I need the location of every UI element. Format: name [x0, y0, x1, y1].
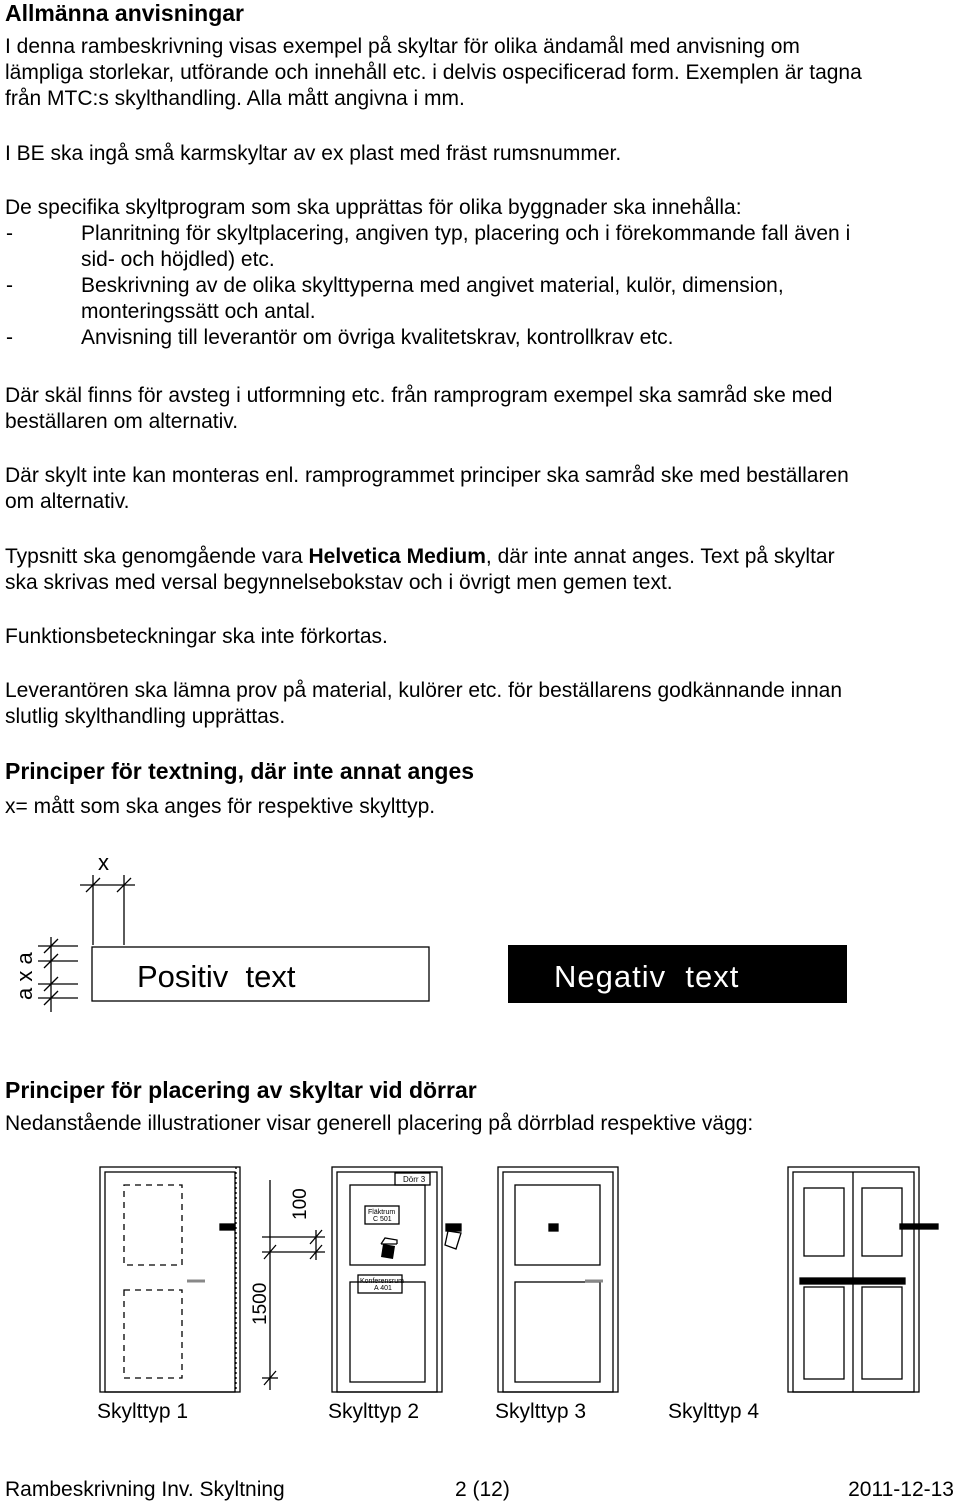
page-heading: Allmänna anvisningar — [5, 0, 245, 26]
placement-desc: Nedanstående illustrationer visar generell placering på dörrblad respektive vägg: — [5, 1112, 754, 1135]
type-label-1: Skylttyp 1 — [97, 1400, 189, 1423]
bullet-dash: - — [6, 222, 13, 245]
bullet-dash: - — [6, 274, 13, 297]
negative-sign-text: Negativ text — [554, 959, 740, 994]
door-diagram — [0, 1160, 960, 1400]
sign-dorr-text: Dörr 3 — [403, 1175, 426, 1184]
bullet-line: Anvisning till leverantör om övriga kvalitetskrav, kontrollkrav etc. — [81, 326, 674, 349]
sign-flaktrum-code: C 501 — [373, 1216, 392, 1223]
type-label-2: Skylttyp 2 — [328, 1400, 420, 1423]
intro-line: I denna rambeskrivning visas exempel på skyltar för olika ändamål med anvisning om — [5, 35, 800, 58]
door-3 — [498, 1167, 618, 1392]
program-bullet — [5, 273, 955, 325]
typeface-paragraph — [5, 544, 835, 596]
program-bullet — [5, 221, 955, 273]
intro-line: från MTC:s skylthandling. Alla mått angivna i mm. — [5, 87, 465, 110]
type-label-4: Skylttyp 4 — [668, 1400, 760, 1423]
footer-title: Rambeskrivning Inv. Skyltning — [5, 1478, 285, 1501]
footer-date: 2011-12-13 — [848, 1478, 954, 1501]
typeface-pre: Typsnitt ska genomgående vara — [5, 545, 309, 568]
lettering-diagram — [0, 840, 960, 1030]
sign-konf-text: Konferensrum — [360, 1278, 404, 1285]
deviation-paragraph — [5, 383, 833, 435]
footer-page: 2 (12) — [455, 1478, 510, 1501]
deviation-line: beställaren om alternativ. — [5, 410, 239, 433]
typeface-line: ska skrivas med versal begynnelsebokstav och i övrigt men gemen text. — [5, 571, 673, 594]
program-lead: De specifika skyltprogram som ska upprättas för olika byggnader ska innehålla: — [5, 196, 742, 219]
bullet-line: Beskrivning av de olika skylttyperna med angivet material, kulör, dimension, — [81, 274, 784, 297]
intro-paragraph — [5, 34, 862, 112]
bullet-line: Planritning för skyltplacering, angiven typ, placering och i förekommande fall även i — [81, 222, 851, 245]
deviation-line: Där skäl finns för avsteg i utformning etc. från ramprogram exempel ska samråd ske med — [5, 384, 833, 407]
bullet-dash: - — [6, 326, 13, 349]
lettering-desc: x= mått som ska anges för respektive skylttyp. — [5, 795, 436, 818]
dim-100-label: 100 — [290, 1188, 311, 1220]
positive-sign-text: Positiv text — [137, 959, 296, 994]
typeface-line — [5, 544, 835, 570]
program-bullet — [5, 325, 955, 351]
sign-konf-code: A 401 — [374, 1285, 392, 1292]
bullet-line: monteringssätt och antal. — [81, 300, 316, 323]
dim-x-label: x — [98, 850, 109, 875]
mount-paragraph — [5, 463, 849, 515]
proof-paragraph — [5, 678, 842, 730]
bullet-line: sid- och höjdled) etc. — [81, 248, 275, 271]
program-section — [5, 195, 955, 351]
dim-1500-label: 1500 — [250, 1282, 271, 1325]
intro-line: lämpliga storlekar, utförande och innehåll etc. i delvis ospecificerad form. Exemplen är tagna — [5, 61, 862, 84]
lettering-heading: Principer för textning, där inte annat anges — [5, 758, 475, 784]
mount-line: Där skylt inte kan monteras enl. ramprogrammet principer ska samråd ske med beställaren — [5, 464, 849, 487]
proof-line: Leverantören ska lämna prov på material, kulörer etc. för beställarens godkännande innan — [5, 679, 842, 702]
sign-flaktrum-text: Fläktrum — [368, 1209, 396, 1216]
dim-vertical-label: a x a — [12, 952, 37, 1000]
door-4 — [788, 1167, 938, 1392]
placement-heading: Principer för placering av skyltar vid dörrar — [5, 1077, 477, 1103]
type-label-3: Skylttyp 3 — [495, 1400, 587, 1423]
proof-line: slutlig skylthandling upprättas. — [5, 705, 286, 728]
typeface-name: Helvetica Medium — [308, 545, 486, 568]
door-1 — [100, 1167, 240, 1392]
mount-line: om alternativ. — [5, 490, 130, 513]
be-note: I BE ska ingå små karmskyltar av ex plast med fräst rumsnummer. — [5, 142, 622, 165]
typeface-post: , där inte annat anges. Text på skyltar — [485, 545, 835, 568]
abbrev-paragraph: Funktionsbeteckningar ska inte förkortas. — [5, 625, 388, 648]
